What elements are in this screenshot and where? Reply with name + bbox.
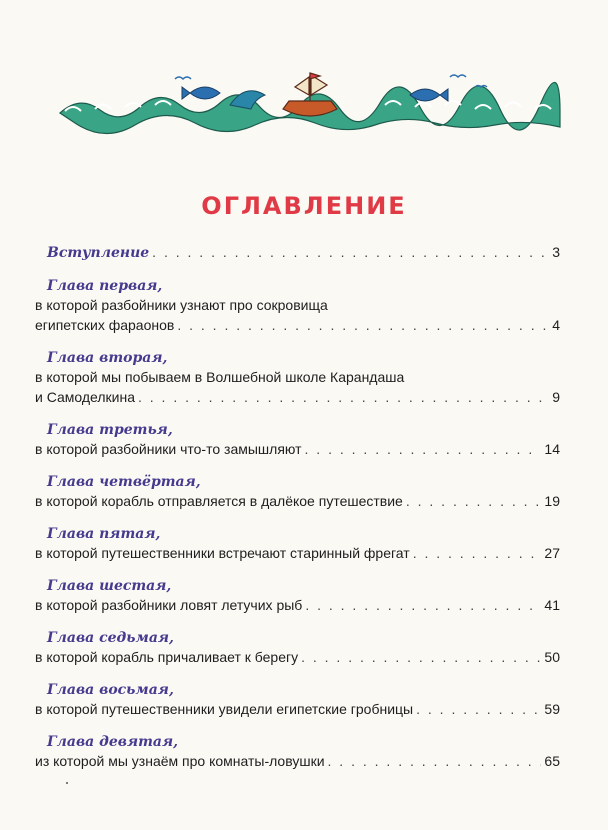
toc-entry-intro <box>35 242 560 263</box>
chapter-title: Глава вторая, <box>47 350 168 366</box>
chapter-description-line: из которой мы узнаём про комнаты-ловушки <box>35 753 325 769</box>
chapter-description-line: в которой путешественники встречают старинный фрегат <box>35 545 410 561</box>
fish-left <box>182 87 220 99</box>
chapter-title: Глава седьмая, <box>47 630 174 646</box>
toc-entry-chapter <box>35 733 560 771</box>
page-number: 59 <box>544 701 560 717</box>
dot-leader <box>305 439 542 459</box>
page-number: 27 <box>544 545 560 561</box>
chapter-title: Глава четвёртая, <box>47 474 201 490</box>
toc-leader-line <box>35 751 560 771</box>
chapter-description-line: в которой корабль причаливает к берегу <box>35 649 299 665</box>
toc-entry-chapter <box>35 681 560 719</box>
page-number: 65 <box>544 753 560 769</box>
dot-leader <box>328 751 542 771</box>
toc-entry-chapter <box>35 349 560 407</box>
stray-mark <box>66 782 68 784</box>
chapter-description-line: в которой разбойники узнают про сокровища <box>35 297 328 313</box>
page-title: ОГЛАВЛЕНИЕ <box>201 192 407 220</box>
ship <box>283 73 337 116</box>
dot-leader <box>305 595 541 615</box>
toc-leader-line <box>35 315 560 335</box>
toc-entry-chapter <box>35 473 560 511</box>
page-number: 4 <box>552 317 560 333</box>
chapter-description-line: в которой мы побываем в Волшебной школе Карандаша <box>35 369 405 385</box>
toc-entry-chapter <box>35 577 560 615</box>
chapter-description-line: в которой разбойники ловят летучих рыб <box>35 597 303 613</box>
toc-entry-chapter <box>35 277 560 335</box>
toc-leader-line <box>35 387 560 407</box>
toc-entry-chapter <box>35 629 560 667</box>
toc-entry-chapter <box>35 525 560 563</box>
page-number: 41 <box>544 597 560 613</box>
toc-leader-line <box>35 595 560 615</box>
toc-leader-line <box>35 647 560 667</box>
table-of-contents <box>35 242 560 785</box>
dot-leader <box>301 647 541 667</box>
chapter-description-line: египетских фараонов <box>35 317 175 333</box>
chapter-title: Глава третья, <box>47 422 173 438</box>
chapter-description-line: в которой корабль отправляется в далёкое путешествие <box>35 493 403 509</box>
dot-leader <box>138 387 549 407</box>
intro-label: Вступление <box>47 245 150 261</box>
toc-leader-line <box>35 699 560 719</box>
chapter-title: Глава девятая, <box>47 734 179 750</box>
toc-leader-line <box>35 543 560 563</box>
page-number: 9 <box>552 389 560 405</box>
chapter-description-line: и Самоделкина <box>35 389 135 405</box>
bird-1 <box>175 77 191 79</box>
toc-leader-line <box>35 439 560 459</box>
sea-ornament-illustration <box>55 65 565 135</box>
bird-2 <box>450 75 466 77</box>
dot-leader <box>406 491 542 511</box>
dot-leader <box>413 543 542 563</box>
chapter-title: Глава первая, <box>47 278 163 294</box>
chapter-title: Глава пятая, <box>47 526 161 542</box>
chapter-description-line: в которой путешественники увидели египетские гробницы <box>35 701 414 717</box>
toc-entry-chapter <box>35 421 560 459</box>
fish-right <box>410 89 448 101</box>
dot-leader <box>152 242 549 262</box>
chapter-list <box>35 277 560 771</box>
dot-leader <box>177 315 549 335</box>
page-number: 50 <box>544 649 560 665</box>
toc-leader-line <box>35 491 560 511</box>
chapter-title: Глава шестая, <box>47 578 172 594</box>
chapter-title: Глава восьмая, <box>47 682 174 698</box>
page-number: 14 <box>544 441 560 457</box>
chapter-description-line: в которой разбойники что-то замышляют <box>35 441 302 457</box>
page-number: 3 <box>552 244 560 260</box>
dot-leader <box>416 699 541 719</box>
page-number: 19 <box>544 493 560 509</box>
toc-leader-line <box>35 242 560 263</box>
